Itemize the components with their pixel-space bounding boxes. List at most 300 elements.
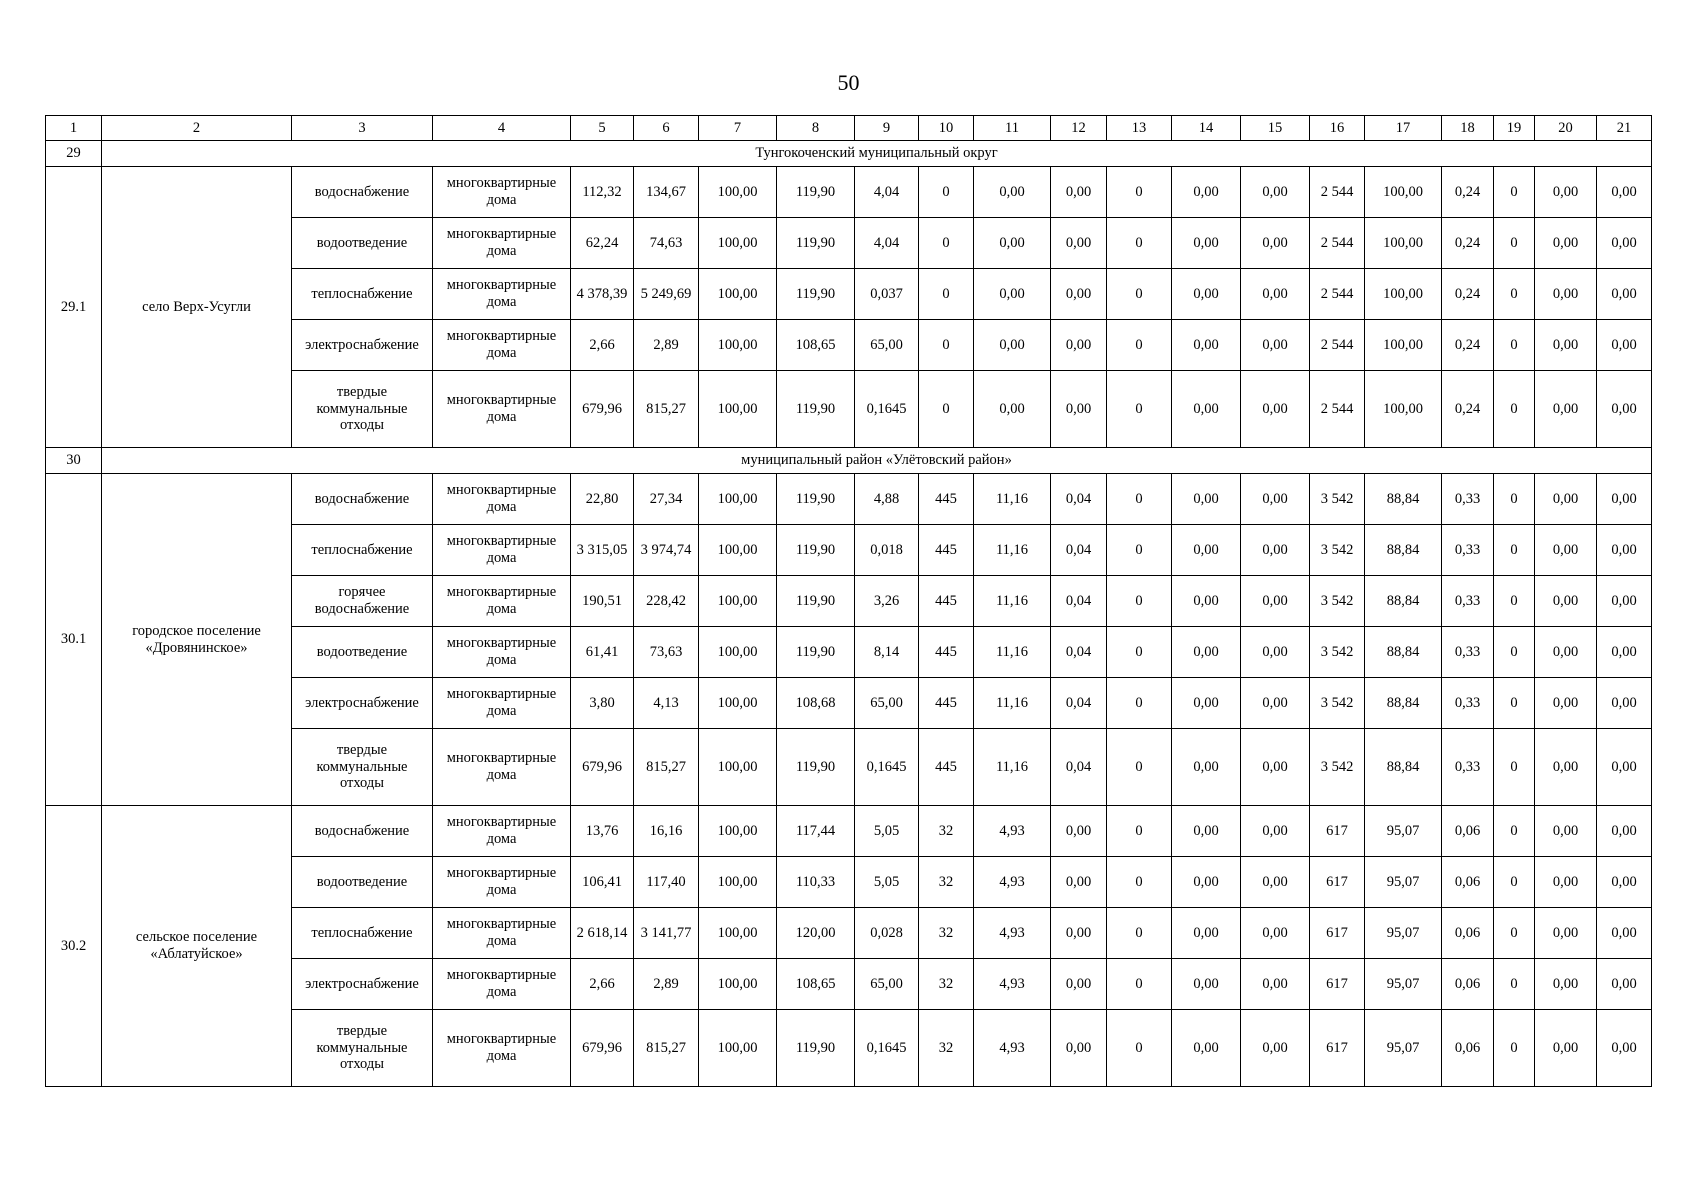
value-cell: 815,27	[634, 371, 699, 448]
value-cell: 0,00	[1172, 729, 1241, 806]
value-cell: 119,90	[777, 269, 855, 320]
value-cell: 32	[919, 1010, 974, 1087]
value-cell: 100,00	[699, 908, 777, 959]
value-cell: 0	[1494, 729, 1535, 806]
value-cell: 0,00	[1051, 959, 1107, 1010]
value-cell: 0,00	[1241, 371, 1310, 448]
value-cell: 679,96	[571, 1010, 634, 1087]
value-cell: 0	[1494, 678, 1535, 729]
value-cell: 0,028	[855, 908, 919, 959]
value-cell: 110,33	[777, 857, 855, 908]
value-cell: 0,00	[1172, 678, 1241, 729]
value-cell: 0,00	[1535, 806, 1597, 857]
table-row	[46, 167, 1652, 218]
value-cell: 3 542	[1310, 729, 1365, 806]
value-cell: 0,018	[855, 525, 919, 576]
value-cell: 100,00	[699, 474, 777, 525]
value-cell: 0,1645	[855, 371, 919, 448]
value-cell: 88,84	[1365, 627, 1442, 678]
column-number-cell: 11	[974, 116, 1051, 141]
value-cell: 88,84	[1365, 474, 1442, 525]
value-cell: 0,33	[1442, 678, 1494, 729]
value-cell: 0	[1494, 320, 1535, 371]
value-cell: 0	[1107, 908, 1172, 959]
value-cell: 4,88	[855, 474, 919, 525]
value-cell: 445	[919, 576, 974, 627]
value-cell: 0	[1107, 729, 1172, 806]
value-cell: 0,00	[1535, 908, 1597, 959]
value-cell: 117,40	[634, 857, 699, 908]
service-cell: электроснабжение	[292, 320, 433, 371]
value-cell: 100,00	[699, 627, 777, 678]
value-cell: 3,80	[571, 678, 634, 729]
value-cell: 0,06	[1442, 1010, 1494, 1087]
value-cell: 0	[919, 269, 974, 320]
value-cell: 0,1645	[855, 729, 919, 806]
value-cell: 134,67	[634, 167, 699, 218]
value-cell: 108,68	[777, 678, 855, 729]
value-cell: 0	[1494, 525, 1535, 576]
value-cell: 100,00	[699, 959, 777, 1010]
value-cell: 0,33	[1442, 474, 1494, 525]
service-cell: водоснабжение	[292, 167, 433, 218]
value-cell: 0,00	[1535, 678, 1597, 729]
value-cell: 108,65	[777, 959, 855, 1010]
value-cell: 0	[919, 371, 974, 448]
value-cell: 0,00	[1597, 857, 1652, 908]
value-cell: 4,93	[974, 908, 1051, 959]
value-cell: 445	[919, 525, 974, 576]
value-cell: 0,00	[1051, 857, 1107, 908]
value-cell: 0,06	[1442, 908, 1494, 959]
consumer-category-cell: многоквартирные дома	[433, 320, 571, 371]
value-cell: 100,00	[699, 1010, 777, 1087]
column-number-cell: 16	[1310, 116, 1365, 141]
value-cell: 100,00	[699, 320, 777, 371]
value-cell: 119,90	[777, 371, 855, 448]
value-cell: 0,00	[1172, 576, 1241, 627]
value-cell: 0,00	[1597, 678, 1652, 729]
consumer-category-cell: многоквартирные дома	[433, 474, 571, 525]
value-cell: 228,42	[634, 576, 699, 627]
value-cell: 0,00	[1241, 806, 1310, 857]
value-cell: 3 542	[1310, 627, 1365, 678]
value-cell: 120,00	[777, 908, 855, 959]
value-cell: 0	[1107, 678, 1172, 729]
value-cell: 0,00	[1172, 857, 1241, 908]
value-cell: 65,00	[855, 320, 919, 371]
section-number: 30	[46, 448, 102, 474]
value-cell: 0	[1107, 1010, 1172, 1087]
value-cell: 8,14	[855, 627, 919, 678]
column-number-cell: 7	[699, 116, 777, 141]
value-cell: 119,90	[777, 218, 855, 269]
value-cell: 0	[1494, 167, 1535, 218]
value-cell: 62,24	[571, 218, 634, 269]
value-cell: 2 544	[1310, 320, 1365, 371]
column-number-cell: 3	[292, 116, 433, 141]
value-cell: 100,00	[699, 678, 777, 729]
value-cell: 0,00	[974, 371, 1051, 448]
value-cell: 679,96	[571, 371, 634, 448]
value-cell: 32	[919, 857, 974, 908]
value-cell: 2 544	[1310, 167, 1365, 218]
value-cell: 0,00	[1597, 806, 1652, 857]
consumer-category-cell: многоквартирные дома	[433, 371, 571, 448]
value-cell: 100,00	[1365, 371, 1442, 448]
value-cell: 0,24	[1442, 167, 1494, 218]
value-cell: 2 544	[1310, 218, 1365, 269]
value-cell: 0,24	[1442, 218, 1494, 269]
section-title: муниципальный район «Улётовский район»	[102, 448, 1652, 474]
value-cell: 0,00	[1241, 218, 1310, 269]
value-cell: 0,00	[1535, 1010, 1597, 1087]
value-cell: 0,00	[1597, 729, 1652, 806]
value-cell: 74,63	[634, 218, 699, 269]
value-cell: 95,07	[1365, 1010, 1442, 1087]
value-cell: 4,93	[974, 1010, 1051, 1087]
service-cell: электроснабжение	[292, 959, 433, 1010]
service-cell: твердые коммунальные отходы	[292, 1010, 433, 1087]
value-cell: 0	[1107, 474, 1172, 525]
value-cell: 0	[1494, 1010, 1535, 1087]
value-cell: 0,00	[1597, 474, 1652, 525]
consumer-category-cell: многоквартирные дома	[433, 218, 571, 269]
consumer-category-cell: многоквартирные дома	[433, 857, 571, 908]
value-cell: 0	[1107, 525, 1172, 576]
value-cell: 0,00	[1597, 269, 1652, 320]
value-cell: 88,84	[1365, 678, 1442, 729]
column-number-cell: 21	[1597, 116, 1652, 141]
value-cell: 32	[919, 908, 974, 959]
value-cell: 0,00	[1535, 474, 1597, 525]
section-number: 29	[46, 141, 102, 167]
value-cell: 0	[1494, 627, 1535, 678]
value-cell: 11,16	[974, 729, 1051, 806]
value-cell: 0	[1107, 959, 1172, 1010]
value-cell: 95,07	[1365, 908, 1442, 959]
value-cell: 0,00	[1241, 320, 1310, 371]
value-cell: 11,16	[974, 474, 1051, 525]
page-number: 50	[837, 70, 860, 95]
value-cell: 2 544	[1310, 371, 1365, 448]
value-cell: 112,32	[571, 167, 634, 218]
column-number-cell: 12	[1051, 116, 1107, 141]
value-cell: 0,00	[1535, 269, 1597, 320]
value-cell: 0,00	[1535, 627, 1597, 678]
value-cell: 0	[1107, 269, 1172, 320]
column-number-cell: 4	[433, 116, 571, 141]
value-cell: 119,90	[777, 576, 855, 627]
value-cell: 65,00	[855, 678, 919, 729]
value-cell: 13,76	[571, 806, 634, 857]
value-cell: 73,63	[634, 627, 699, 678]
consumer-category-cell: многоквартирные дома	[433, 729, 571, 806]
value-cell: 100,00	[1365, 269, 1442, 320]
group-number: 30.1	[46, 474, 102, 806]
value-cell: 4 378,39	[571, 269, 634, 320]
value-cell: 32	[919, 806, 974, 857]
value-cell: 0,33	[1442, 576, 1494, 627]
value-cell: 0,00	[974, 218, 1051, 269]
value-cell: 3 542	[1310, 474, 1365, 525]
value-cell: 445	[919, 474, 974, 525]
value-cell: 0	[1107, 627, 1172, 678]
column-number-cell: 17	[1365, 116, 1442, 141]
value-cell: 0,00	[1535, 167, 1597, 218]
column-number-cell: 10	[919, 116, 974, 141]
value-cell: 0,00	[1241, 269, 1310, 320]
value-cell: 0,00	[1051, 806, 1107, 857]
column-number-cell: 2	[102, 116, 292, 141]
value-cell: 0,04	[1051, 576, 1107, 627]
settlement-name: сельское поселение «Аблатуйское»	[102, 806, 292, 1087]
service-cell: теплоснабжение	[292, 269, 433, 320]
value-cell: 88,84	[1365, 729, 1442, 806]
value-cell: 0	[1494, 908, 1535, 959]
service-cell: электроснабжение	[292, 678, 433, 729]
service-cell: водоотведение	[292, 857, 433, 908]
value-cell: 95,07	[1365, 857, 1442, 908]
value-cell: 5,05	[855, 806, 919, 857]
value-cell: 4,93	[974, 959, 1051, 1010]
value-cell: 95,07	[1365, 959, 1442, 1010]
value-cell: 0,00	[1241, 729, 1310, 806]
group-number: 30.2	[46, 806, 102, 1087]
section-row	[46, 141, 1652, 167]
value-cell: 88,84	[1365, 525, 1442, 576]
value-cell: 100,00	[1365, 167, 1442, 218]
value-cell: 3 542	[1310, 678, 1365, 729]
value-cell: 0,33	[1442, 729, 1494, 806]
column-number-cell: 19	[1494, 116, 1535, 141]
value-cell: 445	[919, 627, 974, 678]
value-cell: 0,00	[1535, 218, 1597, 269]
value-cell: 0,00	[1172, 1010, 1241, 1087]
value-cell: 0	[919, 320, 974, 371]
value-cell: 0,00	[1241, 959, 1310, 1010]
value-cell: 11,16	[974, 576, 1051, 627]
value-cell: 119,90	[777, 729, 855, 806]
value-cell: 0,00	[1051, 371, 1107, 448]
value-cell: 0	[1107, 167, 1172, 218]
value-cell: 3 974,74	[634, 525, 699, 576]
value-cell: 3 315,05	[571, 525, 634, 576]
value-cell: 2,89	[634, 959, 699, 1010]
value-cell: 100,00	[699, 167, 777, 218]
value-cell: 0,00	[1597, 525, 1652, 576]
value-cell: 27,34	[634, 474, 699, 525]
value-cell: 0,04	[1051, 474, 1107, 525]
value-cell: 100,00	[699, 857, 777, 908]
service-cell: твердые коммунальные отходы	[292, 371, 433, 448]
value-cell: 0,00	[1172, 908, 1241, 959]
value-cell: 119,90	[777, 525, 855, 576]
settlement-name: село Верх-Усугли	[102, 167, 292, 448]
value-cell: 0,00	[974, 269, 1051, 320]
value-cell: 0,00	[1535, 525, 1597, 576]
value-cell: 117,44	[777, 806, 855, 857]
value-cell: 2 618,14	[571, 908, 634, 959]
column-number-cell: 1	[46, 116, 102, 141]
value-cell: 0,04	[1051, 678, 1107, 729]
value-cell: 119,90	[777, 1010, 855, 1087]
value-cell: 119,90	[777, 474, 855, 525]
service-cell: теплоснабжение	[292, 525, 433, 576]
value-cell: 617	[1310, 857, 1365, 908]
value-cell: 0,00	[1241, 857, 1310, 908]
value-cell: 0,04	[1051, 525, 1107, 576]
consumer-category-cell: многоквартирные дома	[433, 678, 571, 729]
value-cell: 100,00	[699, 576, 777, 627]
tariff-table	[45, 115, 1652, 1087]
value-cell: 0	[1494, 959, 1535, 1010]
value-cell: 0	[1107, 320, 1172, 371]
value-cell: 0	[1494, 857, 1535, 908]
value-cell: 0,00	[1241, 627, 1310, 678]
value-cell: 0,00	[1597, 908, 1652, 959]
value-cell: 100,00	[1365, 320, 1442, 371]
value-cell: 0,00	[1241, 678, 1310, 729]
value-cell: 0,00	[1172, 320, 1241, 371]
value-cell: 100,00	[699, 525, 777, 576]
value-cell: 0,00	[974, 320, 1051, 371]
value-cell: 0,00	[1241, 1010, 1310, 1087]
value-cell: 0,06	[1442, 857, 1494, 908]
value-cell: 4,04	[855, 167, 919, 218]
column-number-cell: 5	[571, 116, 634, 141]
value-cell: 0,00	[1597, 627, 1652, 678]
column-number-cell: 6	[634, 116, 699, 141]
value-cell: 617	[1310, 959, 1365, 1010]
value-cell: 0,00	[1241, 908, 1310, 959]
value-cell: 617	[1310, 908, 1365, 959]
consumer-category-cell: многоквартирные дома	[433, 525, 571, 576]
value-cell: 0,33	[1442, 525, 1494, 576]
value-cell: 0	[1107, 806, 1172, 857]
value-cell: 0,00	[1597, 371, 1652, 448]
value-cell: 815,27	[634, 729, 699, 806]
value-cell: 0,00	[1597, 167, 1652, 218]
value-cell: 0,00	[1597, 576, 1652, 627]
value-cell: 445	[919, 678, 974, 729]
value-cell: 22,80	[571, 474, 634, 525]
value-cell: 0,00	[1535, 959, 1597, 1010]
value-cell: 0,24	[1442, 371, 1494, 448]
value-cell: 100,00	[699, 806, 777, 857]
settlement-name: городское поселение «Дровянинское»	[102, 474, 292, 806]
value-cell: 0,00	[1597, 1010, 1652, 1087]
value-cell: 61,41	[571, 627, 634, 678]
value-cell: 119,90	[777, 627, 855, 678]
value-cell: 0	[1107, 576, 1172, 627]
column-number-cell: 9	[855, 116, 919, 141]
service-cell: теплоснабжение	[292, 908, 433, 959]
value-cell: 679,96	[571, 729, 634, 806]
value-cell: 5 249,69	[634, 269, 699, 320]
value-cell: 4,04	[855, 218, 919, 269]
value-cell: 0,00	[1241, 576, 1310, 627]
value-cell: 100,00	[699, 729, 777, 806]
value-cell: 32	[919, 959, 974, 1010]
value-cell: 108,65	[777, 320, 855, 371]
value-cell: 0,00	[1051, 320, 1107, 371]
value-cell: 617	[1310, 806, 1365, 857]
value-cell: 2,66	[571, 320, 634, 371]
value-cell: 0,00	[1241, 474, 1310, 525]
service-cell: водоснабжение	[292, 474, 433, 525]
value-cell: 0,00	[1051, 269, 1107, 320]
value-cell: 4,93	[974, 806, 1051, 857]
consumer-category-cell: многоквартирные дома	[433, 627, 571, 678]
value-cell: 0,00	[1535, 576, 1597, 627]
consumer-category-cell: многоквартирные дома	[433, 576, 571, 627]
consumer-category-cell: многоквартирные дома	[433, 167, 571, 218]
value-cell: 0,00	[974, 167, 1051, 218]
value-cell: 0,24	[1442, 269, 1494, 320]
value-cell: 2,89	[634, 320, 699, 371]
value-cell: 445	[919, 729, 974, 806]
value-cell: 0	[1494, 806, 1535, 857]
value-cell: 0,04	[1051, 729, 1107, 806]
table-row	[46, 806, 1652, 857]
value-cell: 0	[1494, 269, 1535, 320]
value-cell: 0,06	[1442, 959, 1494, 1010]
consumer-category-cell: многоквартирные дома	[433, 806, 571, 857]
group-number: 29.1	[46, 167, 102, 448]
value-cell: 0,00	[1172, 525, 1241, 576]
value-cell: 0,04	[1051, 627, 1107, 678]
table-row	[46, 474, 1652, 525]
consumer-category-cell: многоквартирные дома	[433, 908, 571, 959]
value-cell: 0,00	[1241, 167, 1310, 218]
value-cell: 4,93	[974, 857, 1051, 908]
value-cell: 0	[1494, 218, 1535, 269]
value-cell: 3 542	[1310, 576, 1365, 627]
consumer-category-cell: многоквартирные дома	[433, 269, 571, 320]
value-cell: 617	[1310, 1010, 1365, 1087]
value-cell: 100,00	[1365, 218, 1442, 269]
value-cell: 4,13	[634, 678, 699, 729]
column-number-cell: 18	[1442, 116, 1494, 141]
value-cell: 0	[1107, 371, 1172, 448]
value-cell: 190,51	[571, 576, 634, 627]
value-cell: 0,24	[1442, 320, 1494, 371]
value-cell: 0	[1107, 218, 1172, 269]
column-number-cell: 13	[1107, 116, 1172, 141]
value-cell: 0,00	[1051, 167, 1107, 218]
value-cell: 0,06	[1442, 806, 1494, 857]
value-cell: 0,00	[1172, 627, 1241, 678]
value-cell: 0,00	[1535, 371, 1597, 448]
value-cell: 0,00	[1051, 908, 1107, 959]
service-cell: твердые коммунальные отходы	[292, 729, 433, 806]
section-title: Тунгокоченский муниципальный округ	[102, 141, 1652, 167]
value-cell: 0,00	[1172, 269, 1241, 320]
service-cell: водоснабжение	[292, 806, 433, 857]
value-cell: 0,33	[1442, 627, 1494, 678]
column-number-cell: 15	[1241, 116, 1310, 141]
service-cell: водоотведение	[292, 218, 433, 269]
value-cell: 100,00	[699, 218, 777, 269]
section-row	[46, 448, 1652, 474]
column-number-cell: 20	[1535, 116, 1597, 141]
value-cell: 0	[919, 167, 974, 218]
value-cell: 3,26	[855, 576, 919, 627]
value-cell: 0,00	[1535, 320, 1597, 371]
value-cell: 0,00	[1172, 167, 1241, 218]
value-cell: 0,00	[1172, 806, 1241, 857]
